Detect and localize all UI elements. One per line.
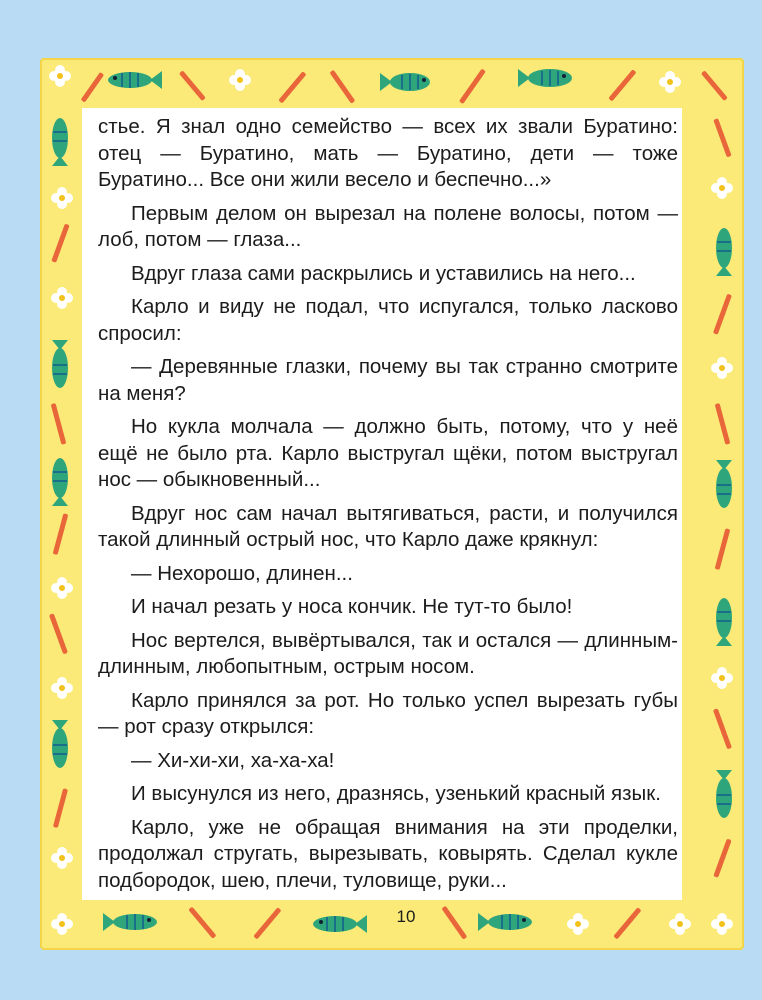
flower-icon	[567, 913, 589, 935]
stick-icon	[608, 69, 636, 101]
paragraph: — Нехорошо, длинен...	[131, 561, 353, 585]
paragraph: — Деревянные глазки, почему вы так странно смотрите на меня?	[98, 355, 678, 405]
fish-icon	[716, 770, 732, 818]
stick-icon	[253, 907, 281, 939]
flower-icon	[51, 913, 73, 935]
fish-icon	[52, 458, 68, 506]
stick-icon	[715, 528, 731, 570]
flower-icon	[711, 667, 733, 689]
flower-icon	[51, 847, 73, 869]
paragraph: — Хи-хи-хи, ха-ха-ха!	[131, 748, 335, 772]
stick-icon	[81, 72, 105, 103]
stick-icon	[188, 907, 216, 939]
flower-icon	[711, 177, 733, 199]
paragraph: Карло, уже не обращая внимания на эти проделки, продолжал стругать, вырезывать, ковырять. Сделал кукле подбородок, шею, плечи, туловище, руки...	[98, 815, 678, 892]
flower-icon	[51, 187, 73, 209]
paragraph: Вдруг нос сам начал вытягиваться, расти, и получился такой длинный острый нос, что Карло даже крякнул:	[98, 501, 678, 551]
stick-icon	[53, 513, 69, 555]
fish-icon	[103, 913, 157, 931]
stick-icon	[329, 70, 355, 104]
fish-icon	[313, 915, 367, 933]
flower-icon	[51, 577, 73, 599]
flower-icon	[229, 69, 251, 91]
fish-icon	[108, 71, 162, 89]
paragraph: И начал резать у носа кончик. Не тут-то было!	[131, 595, 573, 618]
paragraph: Нос вертелся, вывёртывался, так и остался — длинным-длинным, любопытным, острым носом.	[98, 628, 678, 678]
page-number: 10	[396, 907, 416, 926]
stick-icon	[179, 70, 206, 101]
fish-icon	[716, 598, 732, 646]
stick-icon	[278, 71, 306, 103]
stick-icon	[53, 788, 68, 828]
paragraph: Первым делом он вырезал на полене волосы, потом — лоб, потом — глаза...	[98, 201, 678, 251]
stick-icon	[715, 403, 731, 445]
fish-icon	[380, 73, 430, 91]
fish-icon	[716, 228, 732, 276]
paragraph: Карло и виду не подал, что испугался, только ласково спросил:	[98, 295, 678, 345]
story-text	[98, 114, 678, 901]
flower-icon	[711, 913, 733, 935]
stick-icon	[441, 906, 467, 940]
fish-icon	[716, 460, 732, 508]
paragraph: Но кукла молчала — должно быть, потому, что у неё ещё не было рта. Карло выстругал щёки, потом выстругал нос — обыкновенный...	[98, 415, 678, 491]
stick-icon	[51, 403, 67, 445]
stick-icon	[713, 294, 732, 335]
flower-icon	[51, 287, 73, 309]
stick-icon	[49, 613, 68, 654]
paragraph: стье. Я знал одно семейство — всех их звали Буратино: отец — Буратино, мать — Буратино, дети — тоже Буратино... Все они жили весело и беспечно...»	[98, 115, 678, 191]
paragraph: И высунулся из него, дразнясь, узенький красный язык.	[131, 782, 661, 805]
flower-icon	[659, 71, 681, 93]
flower-icon	[49, 65, 71, 87]
paragraph: Карло принялся за рот. Но только успел вырезать губы — рот сразу открылся:	[98, 688, 678, 738]
stick-icon	[51, 224, 69, 263]
fish-icon	[52, 118, 68, 166]
stick-icon	[713, 708, 732, 749]
stick-icon	[701, 70, 728, 101]
fish-icon	[478, 913, 532, 931]
flower-icon	[51, 677, 73, 699]
stick-icon	[713, 839, 731, 878]
paragraph: Вдруг глаза сами раскрылись и уставились на него...	[131, 261, 636, 285]
flower-icon	[669, 913, 691, 935]
flower-icon	[711, 357, 733, 379]
fish-icon	[52, 720, 68, 768]
fish-icon	[518, 69, 572, 87]
stick-icon	[613, 907, 641, 939]
fish-icon	[52, 340, 68, 388]
stick-icon	[459, 68, 486, 104]
stick-icon	[713, 118, 731, 157]
